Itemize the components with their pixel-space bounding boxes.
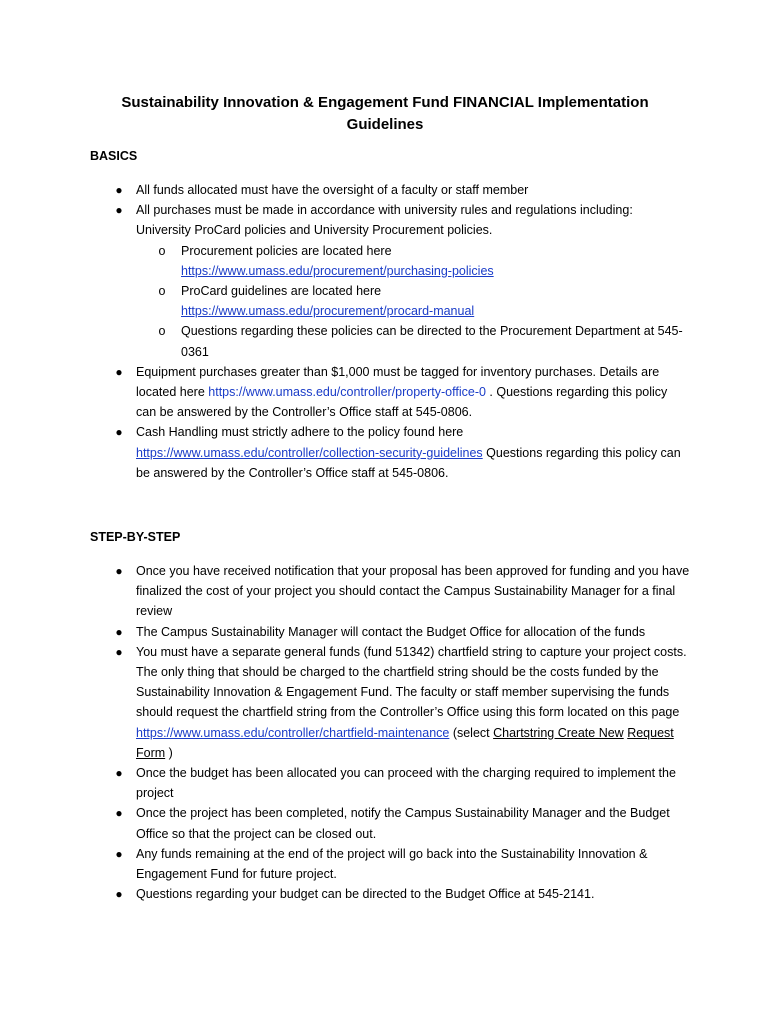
sub-list-item [0,281,770,321]
bullet-icon: ● [115,203,123,218]
bullet-icon: ● [115,644,123,659]
chartfield-maintenance-link[interactable]: https://www.umass.edu/controller/chartfield-maintenance [136,725,450,740]
bullet-icon: ● [115,806,123,821]
list-item [0,561,770,622]
sub-list-item [0,321,770,361]
bullet-icon: ● [115,887,123,902]
bullet-icon: ● [115,425,123,440]
list-item [0,642,770,763]
bullet-icon: ● [115,564,123,578]
bullet-icon: ● [115,766,123,781]
list-item-text: Once the budget has been allocated you can proceed with the charging required to implement the project [136,766,676,801]
list-item [0,180,770,200]
list-item-text: Questions regarding your budget can be directed to the Budget Office at 545-2141. [136,887,595,902]
list-item-text: All purchases must be made in accordance with university rules and regulations including: University ProCard policies and University Procurement policies. [136,203,633,238]
circle-bullet-icon: o [158,324,166,339]
circle-bullet-icon: o [158,284,166,299]
section-heading-step-by-step: STEP-BY-STEP [90,530,181,544]
list-item-text: Once you have received notification that your proposal has been approved for funding and you have finalized the cost of your project you should contact the Campus Sustainability Manager for a final review [136,564,690,619]
list-item-text: All funds allocated must have the oversight of a faculty or staff member [136,183,529,197]
bullet-icon: ● [115,624,123,639]
section-heading-basics: BASICS [90,149,138,163]
list-item-text: ) [165,745,173,760]
list-item [0,844,770,884]
list-item-text: Questions regarding this policy can be answered by the Controller’s Office staff at 545-0806. [136,445,681,480]
document-title: Sustainability Innovation & Engagement Fund FINANCIAL Implementation Guidelines [121,94,649,133]
steps-list [0,561,770,904]
request-form-link[interactable]: Request Form [136,725,674,760]
list-item-text: . Questions regarding this policy can be answered by the Controller’s Office staff at 545-0806. [136,385,668,420]
list-item [0,622,770,642]
list-item [0,200,770,240]
list-item [0,362,770,423]
list-item-text: Once the project has been completed, notify the Campus Sustainability Manager and the Budget Office so that the project can be closed out. [136,806,670,841]
bullet-icon: ● [115,846,123,861]
list-item-text: Any funds remaining at the end of the project will go back into the Sustainability Innovation & Engagement Fund for future project. [136,846,648,882]
sub-list-item [0,241,770,281]
list-item-text: (select [449,725,494,740]
list-item-text: You must have a separate general funds (fund 51342) chartfield string to capture your project costs. The only thing that should be charged to the chartfield string should be the costs funded by the Sustainability Innovation & Engagement Fund. The faculty or staff member supervising the funds should request the chartfield string from the Controller’s Office using this form located on this page [136,644,687,720]
bullet-icon: ● [115,183,123,197]
purchasing-policies-link[interactable]: https://www.umass.edu/procurement/purchasing-policies [181,263,494,278]
list-item-text: The Campus Sustainability Manager will contact the Budget Office for allocation of the funds [136,624,646,639]
basics-list [0,180,770,483]
collection-security-link[interactable]: https://www.umass.edu/controller/collection-security-guidelines [136,445,483,460]
circle-bullet-icon: o [158,243,166,258]
chartstring-create-new-link[interactable]: Chartstring Create New [493,725,624,740]
procard-manual-link[interactable]: https://www.umass.edu/procurement/procard-manual [181,304,475,319]
list-item [0,763,770,803]
sub-item-text: Procurement policies are located here [181,243,392,258]
sub-item-text: Questions regarding these policies can be directed to the Procurement Department at 545-0361 [181,324,683,359]
list-item [0,884,770,904]
list-item [0,803,770,843]
sub-item-text: ProCard guidelines are located here [181,284,382,299]
list-item [0,422,770,483]
list-item-text: Equipment purchases greater than $1,000 must be tagged for inventory purchases. Details are located here [136,364,660,400]
property-office-link[interactable]: https://www.umass.edu/controller/property-office-0 [208,385,486,400]
list-item-text: Cash Handling must strictly adhere to the policy found here [136,425,464,440]
bullet-icon: ● [115,364,123,379]
